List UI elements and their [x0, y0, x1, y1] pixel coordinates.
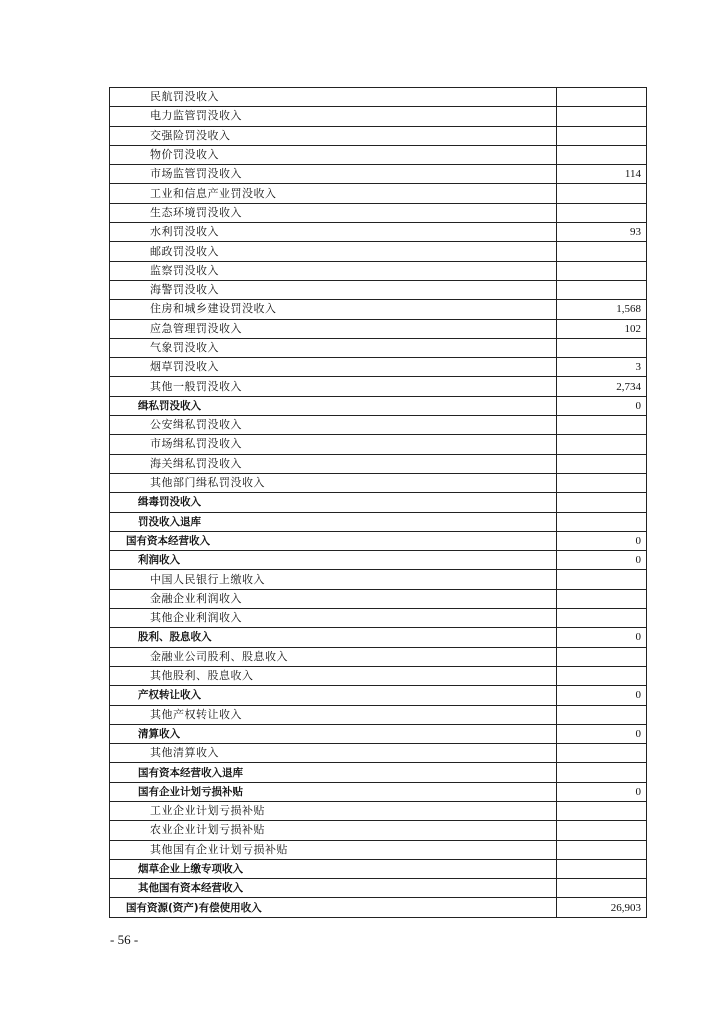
- amount-cell: 0: [557, 551, 647, 570]
- item-name-cell: 其他部门缉私罚没收入: [110, 473, 557, 492]
- item-name-cell: 国有企业计划亏损补贴: [110, 782, 557, 801]
- amount-cell: [557, 473, 647, 492]
- amount-cell: 2,734: [557, 377, 647, 396]
- amount-cell: [557, 666, 647, 685]
- table-row: [110, 473, 647, 492]
- item-name-cell: 监察罚没收入: [110, 261, 557, 280]
- table-row: [110, 686, 647, 705]
- amount-cell: 93: [557, 223, 647, 242]
- table-row: [110, 261, 647, 280]
- table-row: [110, 744, 647, 763]
- item-name-cell: 缉毒罚没收入: [110, 493, 557, 512]
- table-row: [110, 435, 647, 454]
- amount-cell: 0: [557, 782, 647, 801]
- amount-cell: [557, 493, 647, 512]
- item-name-cell: 物价罚没收入: [110, 145, 557, 164]
- item-name-cell: 金融业公司股利、股息收入: [110, 647, 557, 666]
- item-name-cell: 气象罚没收入: [110, 338, 557, 357]
- amount-cell: [557, 859, 647, 878]
- item-name-cell: 金融企业利润收入: [110, 589, 557, 608]
- table-row: [110, 107, 647, 126]
- table-row: [110, 358, 647, 377]
- item-name-cell: 工业和信息产业罚没收入: [110, 184, 557, 203]
- table-row: [110, 493, 647, 512]
- table-row: [110, 666, 647, 685]
- amount-cell: [557, 570, 647, 589]
- amount-cell: [557, 647, 647, 666]
- item-name-cell: 市场监管罚没收入: [110, 165, 557, 184]
- item-name-cell: 其他股利、股息收入: [110, 666, 557, 685]
- item-name-cell: 烟草企业上缴专项收入: [110, 859, 557, 878]
- table-row: [110, 88, 647, 107]
- amount-cell: [557, 184, 647, 203]
- item-name-cell: 缉私罚没收入: [110, 396, 557, 415]
- table-row: [110, 126, 647, 145]
- amount-cell: [557, 280, 647, 299]
- table-row: [110, 203, 647, 222]
- item-name-cell: 公安缉私罚没收入: [110, 416, 557, 435]
- table-row: [110, 589, 647, 608]
- item-name-cell: 清算收入: [110, 724, 557, 743]
- table-body: [110, 88, 647, 918]
- table-row: [110, 840, 647, 859]
- item-name-cell: 股利、股息收入: [110, 628, 557, 647]
- amount-cell: [557, 435, 647, 454]
- amount-cell: [557, 242, 647, 261]
- table-row: [110, 338, 647, 357]
- item-name-cell: 其他一般罚没收入: [110, 377, 557, 396]
- table-row: [110, 454, 647, 473]
- amount-cell: 1,568: [557, 300, 647, 319]
- item-name-cell: 罚没收入退库: [110, 512, 557, 531]
- table-row: [110, 879, 647, 898]
- table-row: [110, 724, 647, 743]
- amount-cell: [557, 801, 647, 820]
- item-name-cell: 国有资本经营收入: [110, 531, 557, 550]
- table-row: [110, 242, 647, 261]
- table-row: [110, 647, 647, 666]
- item-name-cell: 民航罚没收入: [110, 88, 557, 107]
- item-name-cell: 生态环境罚没收入: [110, 203, 557, 222]
- item-name-cell: 其他国有企业计划亏损补贴: [110, 840, 557, 859]
- page-number: - 56 -: [110, 932, 139, 947]
- table-row: [110, 705, 647, 724]
- item-name-cell: 烟草罚没收入: [110, 358, 557, 377]
- table-row: [110, 165, 647, 184]
- amount-cell: [557, 454, 647, 473]
- item-name-cell: 产权转让收入: [110, 686, 557, 705]
- table-row: [110, 319, 647, 338]
- item-name-cell: 应急管理罚没收入: [110, 319, 557, 338]
- table-row: [110, 512, 647, 531]
- amount-cell: [557, 88, 647, 107]
- amount-cell: [557, 107, 647, 126]
- amount-cell: 0: [557, 396, 647, 415]
- amount-cell: [557, 744, 647, 763]
- amount-cell: [557, 705, 647, 724]
- item-name-cell: 其他清算收入: [110, 744, 557, 763]
- item-name-cell: 海警罚没收入: [110, 280, 557, 299]
- item-name-cell: 电力监管罚没收入: [110, 107, 557, 126]
- amount-cell: [557, 261, 647, 280]
- amount-cell: [557, 821, 647, 840]
- table-row: [110, 859, 647, 878]
- table-row: [110, 763, 647, 782]
- table-row: [110, 396, 647, 415]
- amount-cell: [557, 763, 647, 782]
- table-row: [110, 821, 647, 840]
- amount-cell: [557, 338, 647, 357]
- item-name-cell: 国有资源(资产)有偿使用收入: [110, 898, 557, 917]
- item-name-cell: 住房和城乡建设罚没收入: [110, 300, 557, 319]
- item-name-cell: 邮政罚没收入: [110, 242, 557, 261]
- item-name-cell: 水利罚没收入: [110, 223, 557, 242]
- table-row: [110, 416, 647, 435]
- table-row: [110, 280, 647, 299]
- item-name-cell: 利润收入: [110, 551, 557, 570]
- table-row: [110, 145, 647, 164]
- item-name-cell: 其他企业利润收入: [110, 609, 557, 628]
- item-name-cell: 中国人民银行上缴收入: [110, 570, 557, 589]
- table-row: [110, 609, 647, 628]
- amount-cell: [557, 416, 647, 435]
- item-name-cell: 交强险罚没收入: [110, 126, 557, 145]
- amount-cell: [557, 203, 647, 222]
- table-row: [110, 223, 647, 242]
- amount-cell: [557, 840, 647, 859]
- item-name-cell: 其他产权转让收入: [110, 705, 557, 724]
- table-row: [110, 570, 647, 589]
- amount-cell: [557, 879, 647, 898]
- item-name-cell: 其他国有资本经营收入: [110, 879, 557, 898]
- amount-cell: 0: [557, 531, 647, 550]
- amount-cell: 3: [557, 358, 647, 377]
- table-row: [110, 628, 647, 647]
- amount-cell: [557, 609, 647, 628]
- table-row: [110, 551, 647, 570]
- amount-cell: [557, 145, 647, 164]
- amount-cell: 0: [557, 628, 647, 647]
- item-name-cell: 农业企业计划亏损补贴: [110, 821, 557, 840]
- amount-cell: [557, 512, 647, 531]
- item-name-cell: 市场缉私罚没收入: [110, 435, 557, 454]
- amount-cell: 0: [557, 724, 647, 743]
- table-row: [110, 801, 647, 820]
- table-row: [110, 184, 647, 203]
- amount-cell: [557, 589, 647, 608]
- amount-cell: 26,903: [557, 898, 647, 917]
- item-name-cell: 国有资本经营收入退库: [110, 763, 557, 782]
- item-name-cell: 海关缉私罚没收入: [110, 454, 557, 473]
- table-row: [110, 300, 647, 319]
- item-name-cell: 工业企业计划亏损补贴: [110, 801, 557, 820]
- amount-cell: 102: [557, 319, 647, 338]
- table-row: [110, 531, 647, 550]
- amount-cell: 0: [557, 686, 647, 705]
- budget-revenue-table: [109, 87, 647, 918]
- amount-cell: [557, 126, 647, 145]
- table-row: [110, 898, 647, 917]
- table-row: [110, 782, 647, 801]
- table-row: [110, 377, 647, 396]
- amount-cell: 114: [557, 165, 647, 184]
